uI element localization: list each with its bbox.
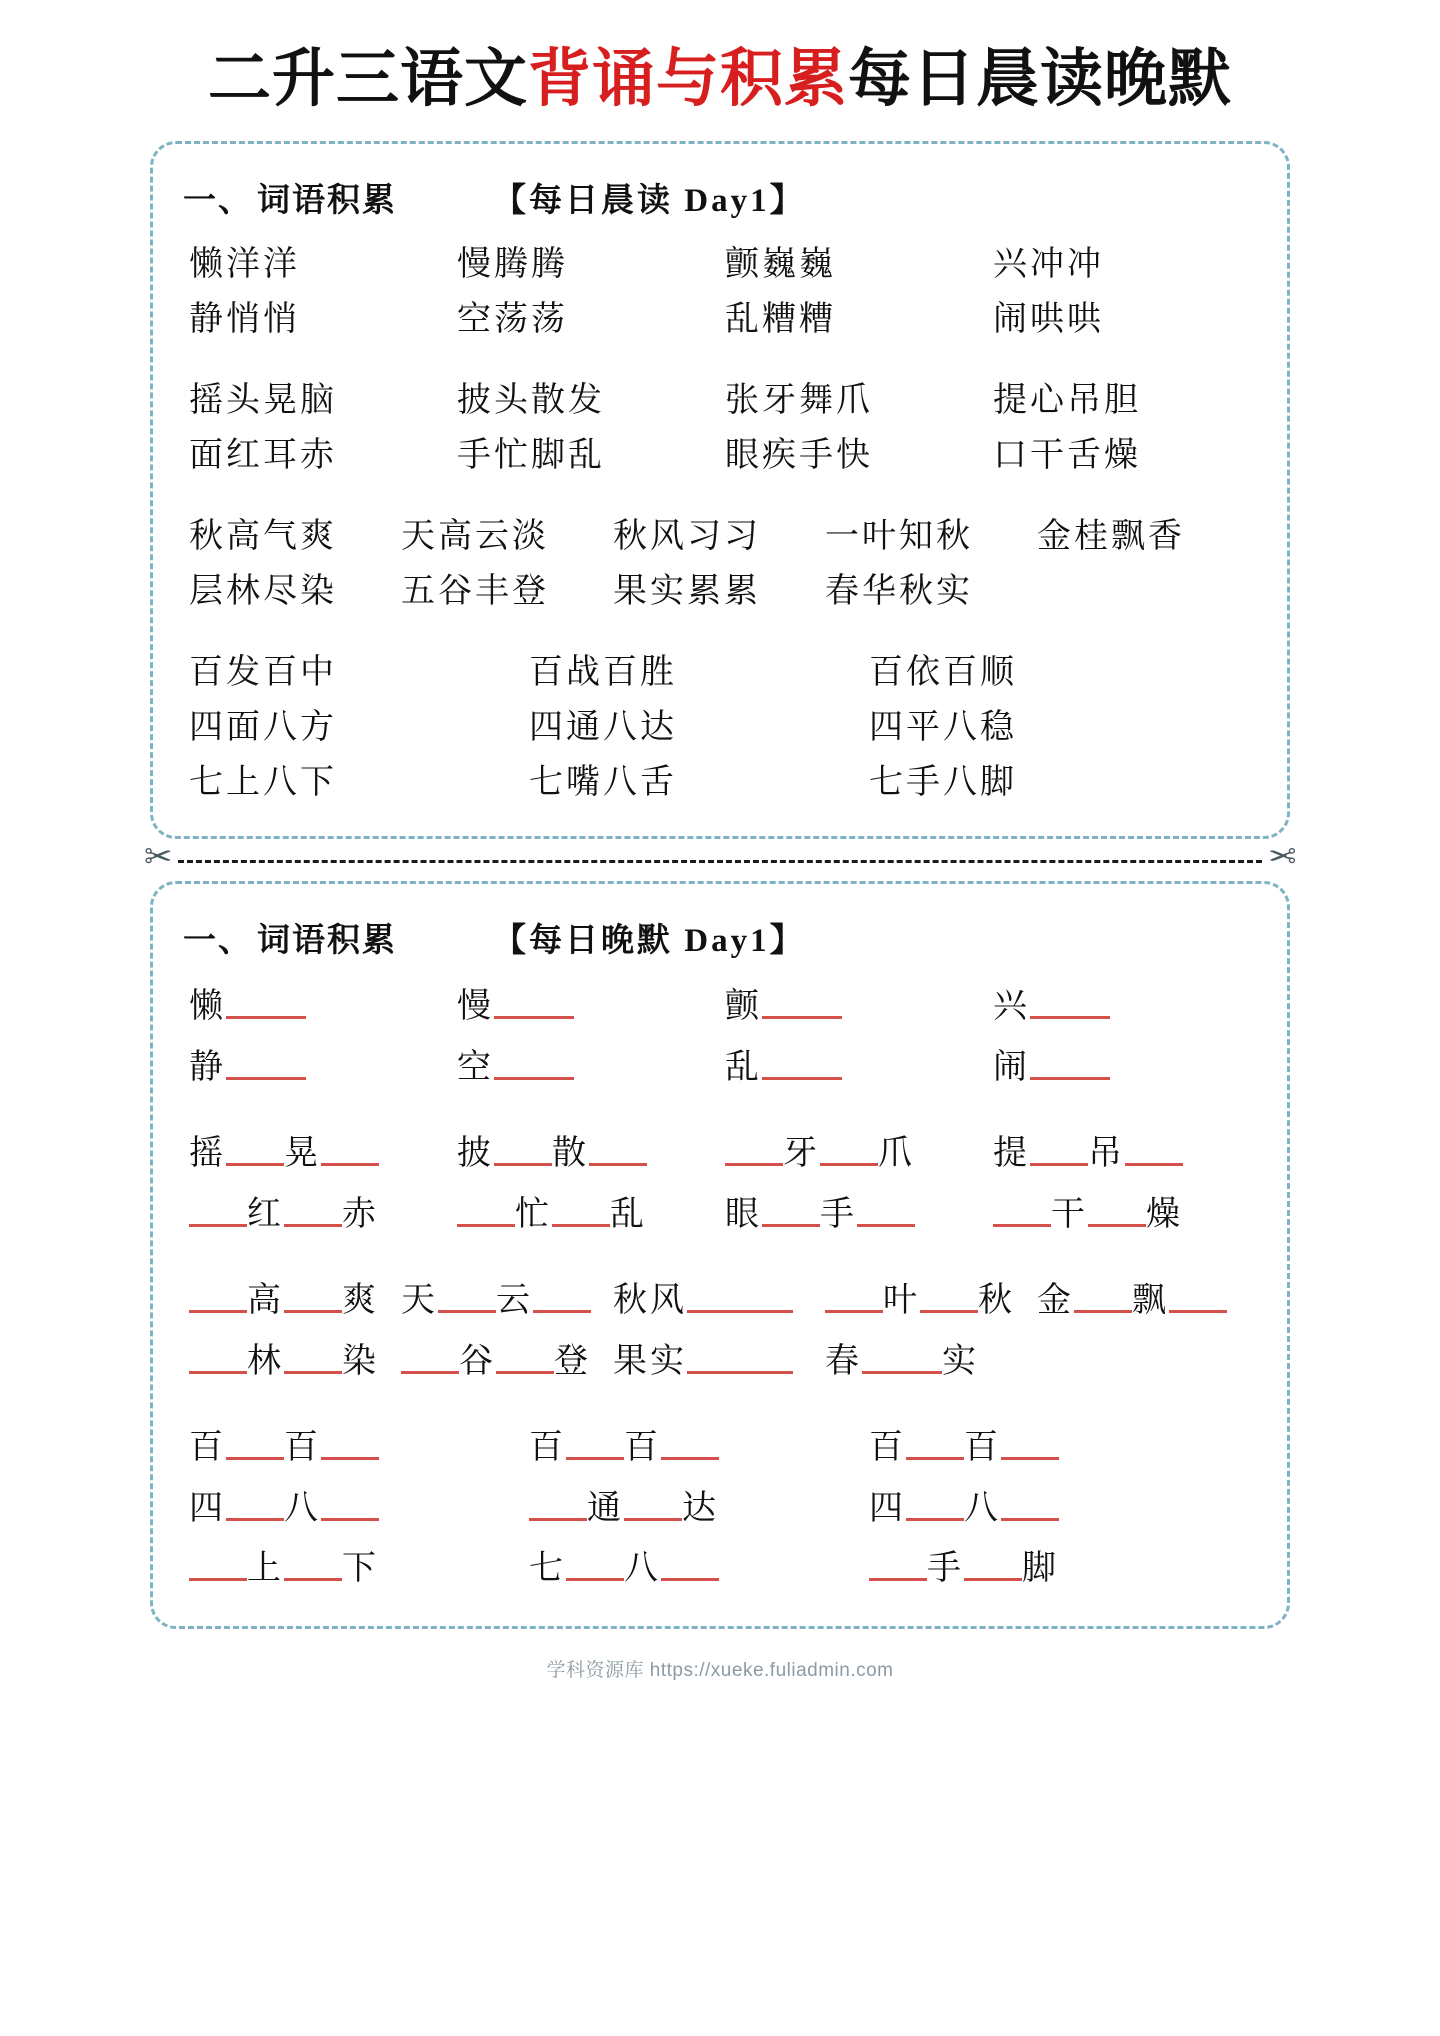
given-character: 飘	[1132, 1282, 1169, 1320]
answer-blank[interactable]	[284, 1371, 342, 1374]
word-group	[179, 237, 1261, 347]
given-character: 天	[401, 1282, 438, 1320]
blank-cell	[447, 977, 715, 1038]
word-group	[179, 645, 1261, 810]
blank-cell	[447, 1185, 715, 1246]
word-cell: 手忙脚乱	[457, 436, 605, 474]
word-cell: 提心吊胆	[993, 381, 1141, 419]
blank-cell	[179, 1539, 519, 1600]
given-character: 高	[247, 1282, 284, 1320]
word-cell: 五谷丰登	[401, 572, 549, 610]
title-part-3: 每日晨读晚默	[848, 44, 1232, 114]
word-cell	[1027, 564, 1239, 619]
blank-cell	[859, 1539, 1199, 1600]
given-character: 提	[993, 1135, 1030, 1173]
word-cell: 秋高气爽	[189, 517, 337, 555]
morning-section-title: 词语积累	[257, 182, 397, 219]
given-character: 下	[342, 1550, 379, 1588]
answer-blank[interactable]	[494, 1163, 552, 1166]
word-cell: 眼疾手快	[725, 436, 873, 474]
given-character: 金	[1037, 1282, 1074, 1320]
blank-group	[179, 977, 1261, 1098]
answer-blank[interactable]	[1030, 1163, 1088, 1166]
blank-cell	[1027, 1332, 1239, 1393]
blank-cell	[179, 1332, 391, 1393]
answer-blank[interactable]	[494, 1077, 574, 1080]
given-character: 颤	[725, 988, 762, 1026]
word-cell: 七手八脚	[869, 764, 1017, 802]
word-cell: 秋风习习	[613, 517, 761, 555]
given-character: 实	[650, 1342, 687, 1380]
blank-row	[179, 1185, 1261, 1246]
answer-blank[interactable]	[566, 1457, 624, 1460]
morning-day-label: 【每日晨读 Day1】	[493, 182, 806, 219]
morning-word-groups	[179, 237, 1261, 811]
given-character: 百	[284, 1429, 321, 1467]
blank-row	[179, 1479, 1261, 1540]
blank-cell	[603, 1332, 815, 1393]
answer-blank[interactable]	[687, 1310, 793, 1313]
given-character: 登	[554, 1342, 591, 1380]
word-cell: 百依百顺	[869, 654, 1017, 692]
given-character: 散	[552, 1135, 589, 1173]
answer-blank[interactable]	[857, 1224, 915, 1227]
given-character: 燥	[1146, 1195, 1183, 1233]
given-character: 秋	[978, 1282, 1015, 1320]
word-cell: 七上八下	[189, 764, 337, 802]
answer-blank[interactable]	[529, 1518, 587, 1521]
word-row	[179, 700, 1261, 755]
blank-cell	[859, 1418, 1199, 1479]
blank-cell	[391, 1271, 603, 1332]
word-row	[179, 428, 1261, 483]
title-part-2-highlight: 背诵与积累	[528, 44, 848, 114]
given-character: 百	[189, 1429, 226, 1467]
given-character: 吊	[1088, 1135, 1125, 1173]
blank-cell	[179, 1038, 447, 1099]
answer-blank[interactable]	[533, 1310, 591, 1313]
word-cell: 天高云淡	[401, 517, 549, 555]
word-row	[179, 564, 1261, 619]
given-character: 空	[457, 1048, 494, 1086]
word-cell: 四面八方	[189, 709, 337, 747]
given-character: 爽	[342, 1282, 379, 1320]
blank-row	[179, 1332, 1261, 1393]
cut-dashed-line	[178, 860, 1262, 863]
word-cell: 慢腾腾	[457, 245, 568, 283]
blank-cell	[179, 1479, 519, 1540]
word-cell: 闹哄哄	[993, 300, 1104, 338]
answer-blank[interactable]	[1030, 1016, 1110, 1019]
given-character: 云	[496, 1282, 533, 1320]
word-cell: 摇头晃脑	[189, 381, 337, 419]
word-cell: 兴冲冲	[993, 245, 1104, 283]
word-cell: 百战百胜	[529, 654, 677, 692]
answer-blank[interactable]	[438, 1310, 496, 1313]
word-group	[179, 509, 1261, 619]
given-character: 通	[587, 1489, 624, 1527]
answer-blank[interactable]	[189, 1224, 247, 1227]
blank-cell	[519, 1539, 859, 1600]
answer-blank[interactable]	[661, 1457, 719, 1460]
blank-cell	[815, 1271, 1027, 1332]
scissors-icon-left: ✂	[144, 839, 173, 877]
answer-blank[interactable]	[725, 1163, 783, 1166]
morning-panel-header	[183, 174, 1261, 221]
given-character: 实	[942, 1342, 979, 1380]
answer-blank[interactable]	[321, 1457, 379, 1460]
word-row	[179, 509, 1261, 564]
blank-cell	[179, 977, 447, 1038]
blank-cell	[983, 1185, 1251, 1246]
answer-blank[interactable]	[993, 1224, 1051, 1227]
blank-cell	[391, 1332, 603, 1393]
blank-cell	[447, 1124, 715, 1185]
given-character: 百	[964, 1429, 1001, 1467]
given-character: 八	[284, 1489, 321, 1527]
answer-blank[interactable]	[321, 1518, 379, 1521]
word-cell: 层林尽染	[189, 572, 337, 610]
answer-blank[interactable]	[825, 1310, 883, 1313]
blank-cell	[179, 1418, 519, 1479]
answer-blank[interactable]	[189, 1310, 247, 1313]
answer-blank[interactable]	[1001, 1518, 1059, 1521]
blank-row	[179, 1539, 1261, 1600]
given-character: 牙	[783, 1135, 820, 1173]
given-character: 晃	[284, 1135, 321, 1173]
blank-row	[179, 1038, 1261, 1099]
blank-cell	[715, 1124, 983, 1185]
blank-group	[179, 1271, 1261, 1392]
answer-blank[interactable]	[226, 1457, 284, 1460]
word-row	[179, 237, 1261, 292]
blank-cell	[983, 1038, 1251, 1099]
word-cell: 春华秋实	[825, 572, 973, 610]
answer-blank[interactable]	[762, 1224, 820, 1227]
answer-blank[interactable]	[1169, 1310, 1227, 1313]
blank-cell	[815, 1332, 1027, 1393]
word-cell: 颤巍巍	[725, 245, 836, 283]
word-cell: 一叶知秋	[825, 517, 973, 555]
given-character: 风	[650, 1282, 687, 1320]
word-cell: 七嘴八舌	[529, 764, 677, 802]
answer-blank[interactable]	[1088, 1224, 1146, 1227]
given-character: 眼	[725, 1195, 762, 1233]
answer-blank[interactable]	[1001, 1457, 1059, 1460]
given-character: 爪	[878, 1135, 915, 1173]
answer-blank[interactable]	[189, 1578, 247, 1581]
blank-cell	[859, 1479, 1199, 1540]
cut-divider	[144, 839, 1296, 879]
blank-cell	[983, 1124, 1251, 1185]
answer-blank[interactable]	[762, 1077, 842, 1080]
word-cell: 乱糟糟	[725, 300, 836, 338]
page-title	[150, 44, 1290, 115]
evening-dictation-panel	[150, 881, 1290, 1629]
answer-blank[interactable]	[820, 1163, 878, 1166]
evening-blank-groups	[179, 977, 1261, 1600]
word-cell: 披头散发	[457, 381, 605, 419]
word-cell: 百发百中	[189, 654, 337, 692]
evening-section-title: 词语积累	[257, 923, 397, 960]
word-group	[179, 373, 1261, 483]
given-character: 八	[624, 1550, 661, 1588]
given-character: 百	[869, 1429, 906, 1467]
answer-blank[interactable]	[226, 1016, 306, 1019]
word-cell: 面红耳赤	[189, 436, 337, 474]
morning-section-index: 一、	[183, 182, 253, 219]
answer-blank[interactable]	[284, 1578, 342, 1581]
morning-reading-panel	[150, 141, 1290, 840]
given-character: 静	[189, 1048, 226, 1086]
answer-blank[interactable]	[401, 1371, 459, 1374]
answer-blank[interactable]	[1030, 1077, 1110, 1080]
given-character: 乱	[610, 1195, 647, 1233]
answer-blank[interactable]	[906, 1518, 964, 1521]
given-character: 四	[869, 1489, 906, 1527]
given-character: 上	[247, 1550, 284, 1588]
scissors-icon-right: ✂	[1267, 839, 1296, 877]
blank-row	[179, 1418, 1261, 1479]
answer-blank[interactable]	[869, 1578, 927, 1581]
answer-blank[interactable]	[624, 1518, 682, 1521]
answer-blank[interactable]	[566, 1578, 624, 1581]
given-character: 兴	[993, 988, 1030, 1026]
given-character: 叶	[883, 1282, 920, 1320]
given-character: 秋	[613, 1282, 650, 1320]
word-cell: 果实累累	[613, 572, 761, 610]
word-row	[179, 292, 1261, 347]
blank-cell	[179, 1124, 447, 1185]
given-character: 手	[820, 1195, 857, 1233]
word-cell: 四通八达	[529, 709, 677, 747]
word-row	[179, 645, 1261, 700]
given-character: 慢	[457, 988, 494, 1026]
blank-cell	[715, 1038, 983, 1099]
footer-watermark: 学科资源库 https://xueke.fuliadmin.com	[546, 1659, 894, 1681]
word-cell: 空荡荡	[457, 300, 568, 338]
blank-cell	[519, 1479, 859, 1540]
word-cell: 口干舌燥	[993, 436, 1141, 474]
given-character: 林	[247, 1342, 284, 1380]
blank-row	[179, 977, 1261, 1038]
answer-blank[interactable]	[661, 1578, 719, 1581]
blank-cell	[179, 1185, 447, 1246]
worksheet-page	[144, 0, 1296, 1696]
given-character: 果	[613, 1342, 650, 1380]
given-character: 红	[247, 1195, 284, 1233]
given-character: 忙	[515, 1195, 552, 1233]
given-character: 乱	[725, 1048, 762, 1086]
answer-blank[interactable]	[457, 1224, 515, 1227]
word-cell: 金桂飘香	[1037, 517, 1185, 555]
answer-blank[interactable]	[920, 1310, 978, 1313]
answer-blank[interactable]	[494, 1016, 574, 1019]
given-character: 手	[927, 1550, 964, 1588]
blank-row	[179, 1124, 1261, 1185]
evening-section-index: 一、	[183, 923, 253, 960]
answer-blank[interactable]	[189, 1371, 247, 1374]
answer-blank[interactable]	[552, 1224, 610, 1227]
answer-blank[interactable]	[1074, 1310, 1132, 1313]
blank-cell	[519, 1418, 859, 1479]
answer-blank[interactable]	[226, 1518, 284, 1521]
given-character: 干	[1051, 1195, 1088, 1233]
word-cell: 懒洋洋	[189, 245, 300, 283]
given-character: 闹	[993, 1048, 1030, 1086]
blank-cell	[1027, 1271, 1239, 1332]
given-character: 百	[624, 1429, 661, 1467]
given-character: 谷	[459, 1342, 496, 1380]
answer-blank[interactable]	[496, 1371, 554, 1374]
given-character: 春	[825, 1342, 862, 1380]
answer-blank[interactable]	[284, 1310, 342, 1313]
blank-row	[179, 1271, 1261, 1332]
given-character: 四	[189, 1489, 226, 1527]
answer-blank[interactable]	[226, 1163, 284, 1166]
blank-cell	[715, 977, 983, 1038]
given-character: 七	[529, 1550, 566, 1588]
given-character: 摇	[189, 1135, 226, 1173]
answer-blank[interactable]	[964, 1578, 1022, 1581]
given-character: 懒	[189, 988, 226, 1026]
answer-blank[interactable]	[862, 1371, 942, 1374]
answer-blank[interactable]	[321, 1163, 379, 1166]
given-character: 达	[682, 1489, 719, 1527]
answer-blank[interactable]	[226, 1077, 306, 1080]
blank-group	[179, 1124, 1261, 1245]
answer-blank[interactable]	[687, 1371, 793, 1374]
given-character: 脚	[1022, 1550, 1059, 1588]
evening-day-label: 【每日晚默 Day1】	[493, 923, 806, 960]
blank-cell	[715, 1185, 983, 1246]
word-cell: 四平八稳	[869, 709, 1017, 747]
given-character: 赤	[342, 1195, 379, 1233]
evening-panel-header	[183, 914, 1261, 961]
blank-cell	[603, 1271, 815, 1332]
title-part-1: 二升三语文	[208, 44, 528, 114]
answer-blank[interactable]	[1125, 1163, 1183, 1166]
answer-blank[interactable]	[762, 1016, 842, 1019]
blank-cell	[983, 977, 1251, 1038]
word-row	[179, 373, 1261, 428]
answer-blank[interactable]	[589, 1163, 647, 1166]
blank-cell	[447, 1038, 715, 1099]
answer-blank[interactable]	[284, 1224, 342, 1227]
word-row	[179, 755, 1261, 810]
word-cell: 静悄悄	[189, 300, 300, 338]
given-character: 百	[529, 1429, 566, 1467]
given-character: 八	[964, 1489, 1001, 1527]
answer-blank[interactable]	[906, 1457, 964, 1460]
given-character: 染	[342, 1342, 379, 1380]
blank-group	[179, 1418, 1261, 1600]
blank-cell	[179, 1271, 391, 1332]
word-cell: 张牙舞爪	[725, 381, 873, 419]
given-character: 披	[457, 1135, 494, 1173]
